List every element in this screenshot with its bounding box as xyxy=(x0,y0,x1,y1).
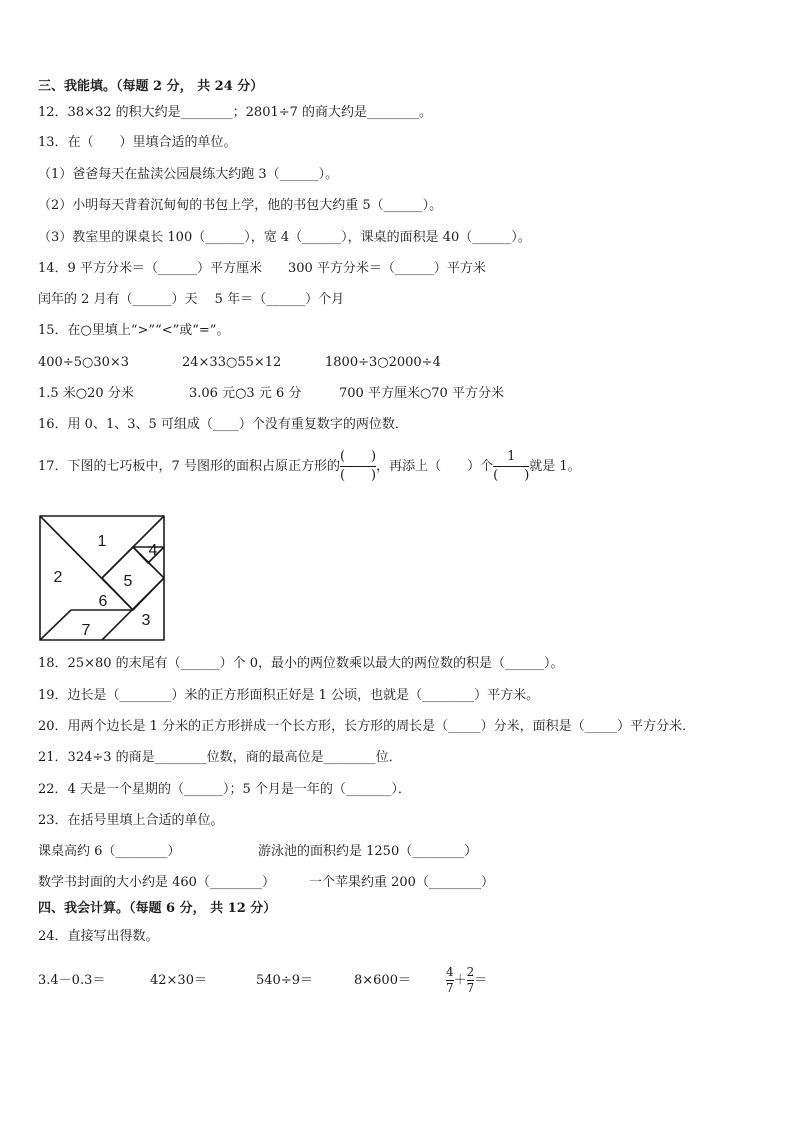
compare-5: 3.06 元○3 元 6 分 xyxy=(189,386,302,401)
tangram-label-7: 7 xyxy=(81,622,91,639)
question-23-a: 课桌高约 6（________） xyxy=(38,844,181,859)
question-16: 16．用 0、1、3、5 可组成（____）个没有重复数字的两位数． xyxy=(38,417,408,432)
compare-4: 1.5 米○20 分米 xyxy=(38,386,134,401)
question-17-suffix: 就是 1。 xyxy=(529,459,581,474)
calc-2: 42×30＝ xyxy=(150,973,207,988)
question-17-middle: ，再添上（ ）个 xyxy=(376,459,494,474)
question-23-d: 一个苹果约重 200（________） xyxy=(309,875,494,890)
question-17-prefix: 17．下图的七巧板中，7 号图形的面积占原正方形的 xyxy=(38,459,340,474)
fraction-blank-1 xyxy=(340,449,376,484)
plus-sign: ＋ xyxy=(453,973,467,988)
fraction-bar xyxy=(340,466,376,467)
calc-3: 540÷9＝ xyxy=(256,973,313,988)
question-13-part-2: （2）小明每天背着沉甸甸的书包上学，他的书包大约重 5（______）。 xyxy=(38,198,443,213)
tangram-label-5: 5 xyxy=(123,573,133,590)
section-4-heading: 四、我会计算。（每题 6 分， 共 12 分） xyxy=(38,901,277,916)
question-24-stem: 24．直接写出得数。 xyxy=(38,929,159,944)
tangram-label-6: 6 xyxy=(98,593,108,610)
question-14-line-2: 闰年的 2 月有（______）天 5 年＝（______）个月 xyxy=(38,292,345,307)
question-22: 22．4 天是一个星期的（______）；5 个月是一年的（_______）． xyxy=(38,782,411,797)
fraction-unit xyxy=(493,449,529,484)
question-13-stem: 13．在（ ）里填合适的单位。 xyxy=(38,135,237,150)
fraction-denominator: 7 xyxy=(466,981,475,995)
tangram-figure xyxy=(38,514,168,644)
fraction-unit-denominator: ( ) xyxy=(493,468,530,483)
question-13-part-1: （1）爸爸每天在盐渎公园晨练大约跑 3（______）。 xyxy=(38,167,339,182)
question-19: 19．边长是（________）米的正方形面积正好是 1 公顷，也就是（________）平方米。 xyxy=(38,688,540,703)
question-20: 20．用两个边长是 1 分米的正方形拼成一个长方形，长方形的周长是（_____）分米，面积是（_____）平方分米． xyxy=(38,719,696,734)
calc-5 xyxy=(446,962,487,1000)
fraction-bar xyxy=(493,466,529,467)
fraction-blank-1-denominator: ( ) xyxy=(339,468,377,483)
tangram-edge xyxy=(40,610,71,640)
question-18: 18．25×80 的末尾有（______）个 0，最小的两位数乘以最大的两位数的积是（______）。 xyxy=(38,656,564,671)
question-23-stem: 23．在括号里填上合适的单位。 xyxy=(38,813,224,828)
fraction-two-sevenths xyxy=(467,966,475,995)
question-23-b: 游泳池的面积约是 1250（________） xyxy=(258,844,478,859)
tangram-label-4: 4 xyxy=(148,542,158,559)
section-3-heading: 三、我能填。（每题 2 分， 共 24 分） xyxy=(38,79,264,94)
compare-6: 700 平方厘米○70 平方分米 xyxy=(339,386,504,401)
compare-1: 400÷5○30×3 xyxy=(38,355,130,370)
question-17 xyxy=(38,448,581,486)
fraction-numerator: 4 xyxy=(446,965,454,979)
equals-sign: ＝ xyxy=(474,973,488,988)
compare-2: 24×33○55×12 xyxy=(182,355,282,370)
question-23-c: 数学书封面的大小约是 460（________） xyxy=(38,875,275,890)
fraction-numerator: 2 xyxy=(466,965,475,979)
compare-3: 1800÷3○2000÷4 xyxy=(325,355,441,370)
question-15-stem: 15．在○里填上“>”“<”或“=”。 xyxy=(38,323,230,338)
tangram-label-1: 1 xyxy=(97,533,107,550)
fraction-denominator: 7 xyxy=(446,981,454,995)
calc-1: 3.4－0.3＝ xyxy=(38,973,106,988)
tangram-label-3: 3 xyxy=(141,612,151,629)
fraction-four-sevenths xyxy=(446,966,454,995)
question-12: 12．38×32 的积大约是________；2801÷7 的商大约是________。 xyxy=(38,105,433,120)
fraction-blank-1-numerator: ( ) xyxy=(339,449,377,464)
fraction-unit-numerator: 1 xyxy=(507,449,516,464)
question-14-line-1: 14．9 平方分米＝（______）平方厘米 300 平方分米＝（______）平方米 xyxy=(38,261,486,276)
question-21: 21．324÷3 的商是________位数，商的最高位是________位． xyxy=(38,750,402,765)
calc-4: 8×600＝ xyxy=(354,973,411,988)
question-13-part-3: （3）教室里的课桌长 100（______），宽 4（______），课桌的面积是 40（______）。 xyxy=(38,230,531,245)
tangram-label-2: 2 xyxy=(53,569,63,586)
